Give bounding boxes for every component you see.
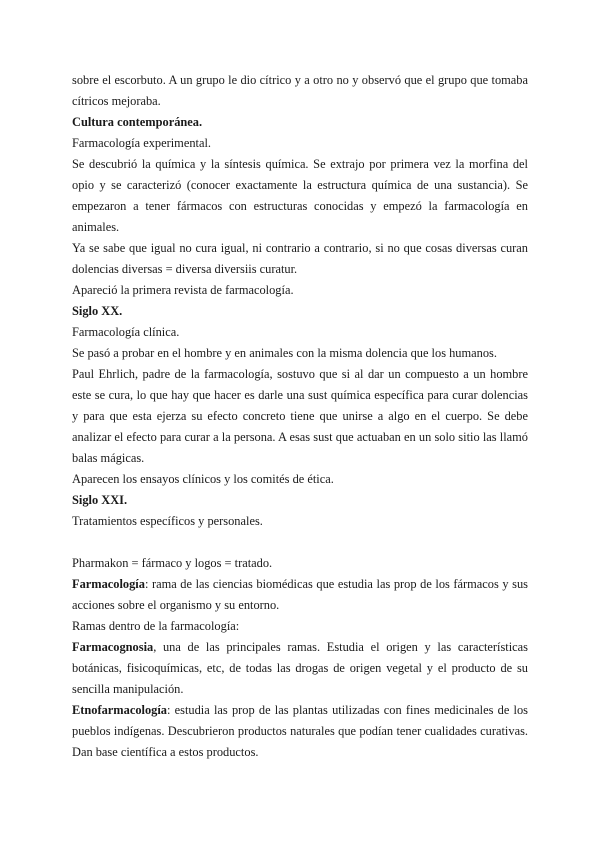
paragraph-farmacognosia [72, 637, 528, 700]
term-etnofarmacologia: Etnofarmacología [72, 703, 167, 717]
paragraph-tratamientos: Tratamientos específicos y personales. [72, 514, 263, 528]
paragraph-probar-hombre: Se pasó a probar en el hombre y en animales con la misma dolencia que los humanos. [72, 346, 497, 360]
paragraph-sintesis-quimica: Se descubrió la química y la síntesis química. Se extrajo por primera vez la morfina del opio y se caracterizó (conocer exactamente la estructura química de una sustancia). Se empezaron a tener fármacos con estructuras conocidas y empezó la farmacología en animales. [72, 157, 528, 234]
term-farmacologia: Farmacología [72, 577, 145, 591]
paragraph-ramas: Ramas dentro de la farmacología: [72, 619, 240, 633]
paragraph-diversa-curatur: Ya se sabe que igual no cura igual, ni contrario a contrario, si no que cosas diversas curan dolencias diversas = diversa diversiis curatur. [72, 241, 528, 276]
paragraph-farmacologia-clinica: Farmacología clínica. [72, 325, 180, 339]
definition-etnofarmacologia: : estudia las prop de las plantas utilizadas con fines medicinales de los pueblos indígenas. Descubrieron productos naturales que podían tener cualidades curativas. Dan base científica a estos productos. [72, 703, 528, 759]
heading-siglo-xxi: Siglo XXI. [72, 493, 128, 507]
heading-siglo-xx: Siglo XX. [72, 304, 123, 318]
paragraph-farmacologia-experimental: Farmacología experimental. [72, 136, 211, 150]
definition-farmacologia: : rama de las ciencias biomédicas que estudia las prop de los fármacos y sus acciones sobre el organismo y su entorno. [72, 577, 528, 612]
definition-farmacognosia: , una de las principales ramas. Estudia el origen y las características botánicas, fisicoquímicas, etc, de todas las drogas de origen vegetal y el producto de su sencilla manipulación. [72, 640, 528, 696]
paragraph-definicion-farmacologia [72, 574, 528, 616]
paragraph-paul-ehrlich: Paul Ehrlich, padre de la farmacología, sostuvo que si al dar un compuesto a un hombre este se cura, lo que hay que hacer es darle una sust química específica para curar dolencias y para que esta ejerza su efecto concreto tiene que unirse a algo en el cuerpo. Se debe analizar el efecto para curar a la persona. A esas sust que actuaban en un solo sitio las llamó balas mágicas. [72, 367, 528, 465]
paragraph-ensayos-clinicos: Aparecen los ensayos clínicos y los comités de ética. [72, 472, 334, 486]
paragraph-pharmakon: Pharmakon = fármaco y logos = tratado. [72, 556, 273, 570]
document-page [72, 70, 528, 763]
blank-line [72, 532, 528, 553]
heading-cultura-contemporanea: Cultura contemporánea. [72, 115, 203, 129]
paragraph-primera-revista: Apareció la primera revista de farmacología. [72, 283, 294, 297]
paragraph-etnofarmacologia [72, 700, 528, 763]
term-farmacognosia: Farmacognosia [72, 640, 154, 654]
paragraph-escorbuto: sobre el escorbuto. A un grupo le dio cítrico y a otro no y observó que el grupo que tomaba cítricos mejoraba. [72, 73, 528, 108]
